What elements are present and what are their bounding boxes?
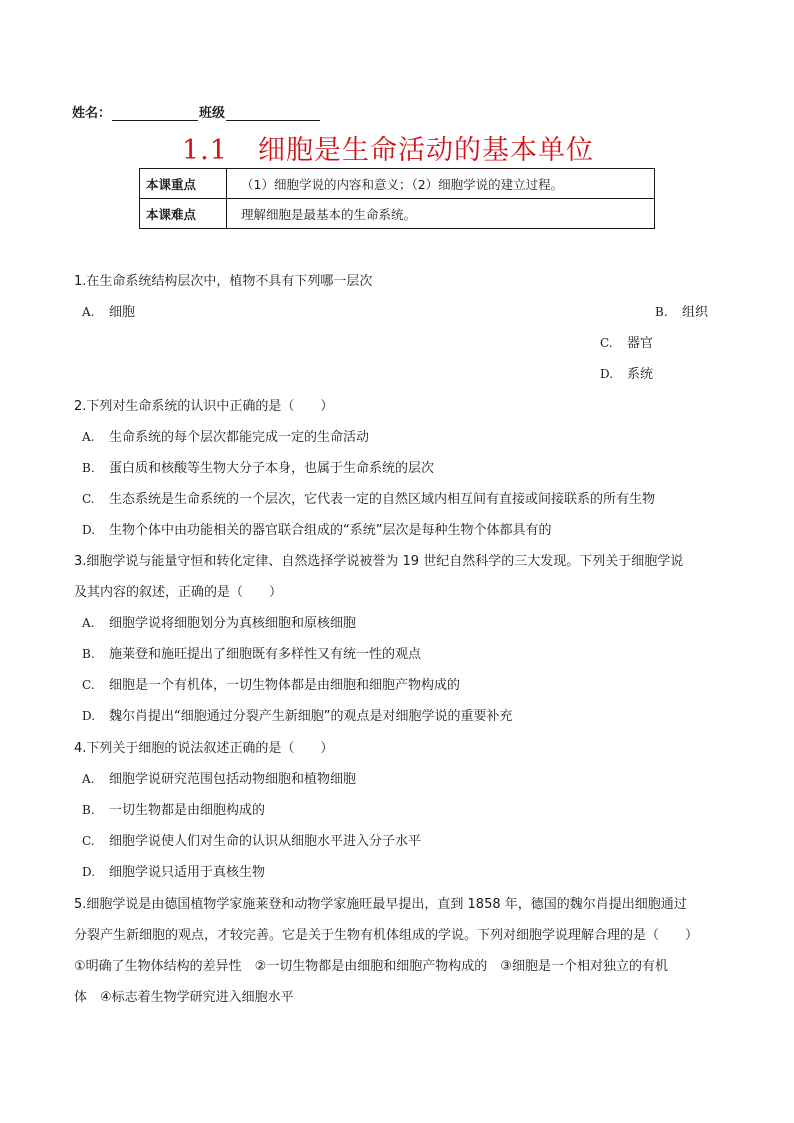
question-3-stem-line-1: 3.细胞学说与能量守恒和转化定律、自然选择学说被誉为 19 世纪自然科学的三大发现。下列关于细胞学说 (74, 554, 684, 569)
question-3-option-a[interactable]: A. 细胞学说将细胞划分为真核细胞和原核细胞 (82, 616, 357, 631)
difficulty-value: 理解细胞是最基本的生命系统。 (227, 199, 655, 229)
question-4-option-a[interactable]: A. 细胞学说研究范围包括动物细胞和植物细胞 (82, 772, 357, 787)
difficulty-row (140, 199, 655, 229)
key-point-label: 本课重点 (140, 169, 227, 199)
question-4-option-c[interactable]: C. 细胞学说使人们对生命的认识从细胞水平进入分子水平 (82, 834, 422, 849)
question-5-stem-line-2: 分裂产生新细胞的观点，才较完善。它是关于生物有机体组成的学说。下列对细胞学说理解合理的是（ ） (74, 928, 699, 943)
key-point-value: （1）细胞学说的内容和意义；（2）细胞学说的建立过程。 (227, 169, 655, 199)
question-2-option-b[interactable]: B. 蛋白质和核酸等生物大分子本身，也属于生命系统的层次 (82, 461, 435, 476)
question-5-stem-line-3: ①明确了生物体结构的差异性 ②一切生物都是由细胞和细胞产物构成的 ③细胞是一个相对独立的有机 (74, 959, 668, 974)
question-1-option-b[interactable]: B. 组织 (655, 305, 709, 320)
question-4-stem: 4.下列关于细胞的说法叙述正确的是（ ） (74, 741, 334, 756)
name-blank[interactable] (112, 106, 198, 121)
question-3-stem-line-2: 及其内容的叙述，正确的是（ ） (74, 585, 283, 600)
question-1-option-a[interactable]: A. 细胞 (82, 305, 136, 320)
question-3-option-d[interactable]: D. 魏尔肖提出“细胞通过分裂产生新细胞”的观点是对细胞学说的重要补充 (82, 709, 513, 724)
name-label: 姓名： (72, 106, 112, 121)
question-3-option-b[interactable]: B. 施莱登和施旺提出了细胞既有多样性又有统一性的观点 (82, 647, 422, 662)
lesson-number: 1.1 (182, 135, 228, 166)
lesson-title: 细胞是生命活动的基本单位 (257, 135, 594, 166)
question-5-stem-line-1: 5.细胞学说是由德国植物学家施莱登和动物学家施旺最早提出，直到 1858 年，德国的魏尔肖提出细胞通过 (74, 897, 687, 912)
question-2-option-a[interactable]: A. 生命系统的每个层次都能完成一定的生命活动 (82, 430, 370, 445)
question-3-option-c[interactable]: C. 细胞是一个有机体，一切生物体都是由细胞和细胞产物构成的 (82, 678, 461, 693)
difficulty-label: 本课难点 (140, 199, 227, 229)
question-1-option-c[interactable]: C. 器官 (600, 336, 654, 351)
question-1-stem: 1.在生命系统结构层次中，植物不具有下列哪一层次 (74, 274, 373, 289)
question-4-option-b[interactable]: B. 一切生物都是由细胞构成的 (82, 803, 266, 818)
page-title (182, 128, 594, 167)
question-2-stem: 2.下列对生命系统的认识中正确的是（ ） (74, 399, 334, 414)
question-5-stem-line-4: 体 ④标志着生物学研究进入细胞水平 (74, 990, 294, 1005)
class-blank[interactable] (226, 106, 320, 121)
key-point-row (140, 169, 655, 199)
question-2-option-d[interactable]: D. 生物个体中由功能相关的器官联合组成的“系统”层次是每种生物个体都具有的 (82, 523, 552, 538)
class-label: 班级 (199, 106, 226, 121)
question-2-option-c[interactable]: C. 生态系统是生命系统的一个层次，它代表一定的自然区域内相互间有直接或间接联系的所有生物 (82, 492, 656, 507)
question-4-option-d[interactable]: D. 细胞学说只适用于真核生物 (82, 865, 266, 880)
question-1-option-d[interactable]: D. 系统 (600, 367, 654, 382)
name-class-line (72, 102, 321, 121)
key-points-table (139, 168, 655, 229)
